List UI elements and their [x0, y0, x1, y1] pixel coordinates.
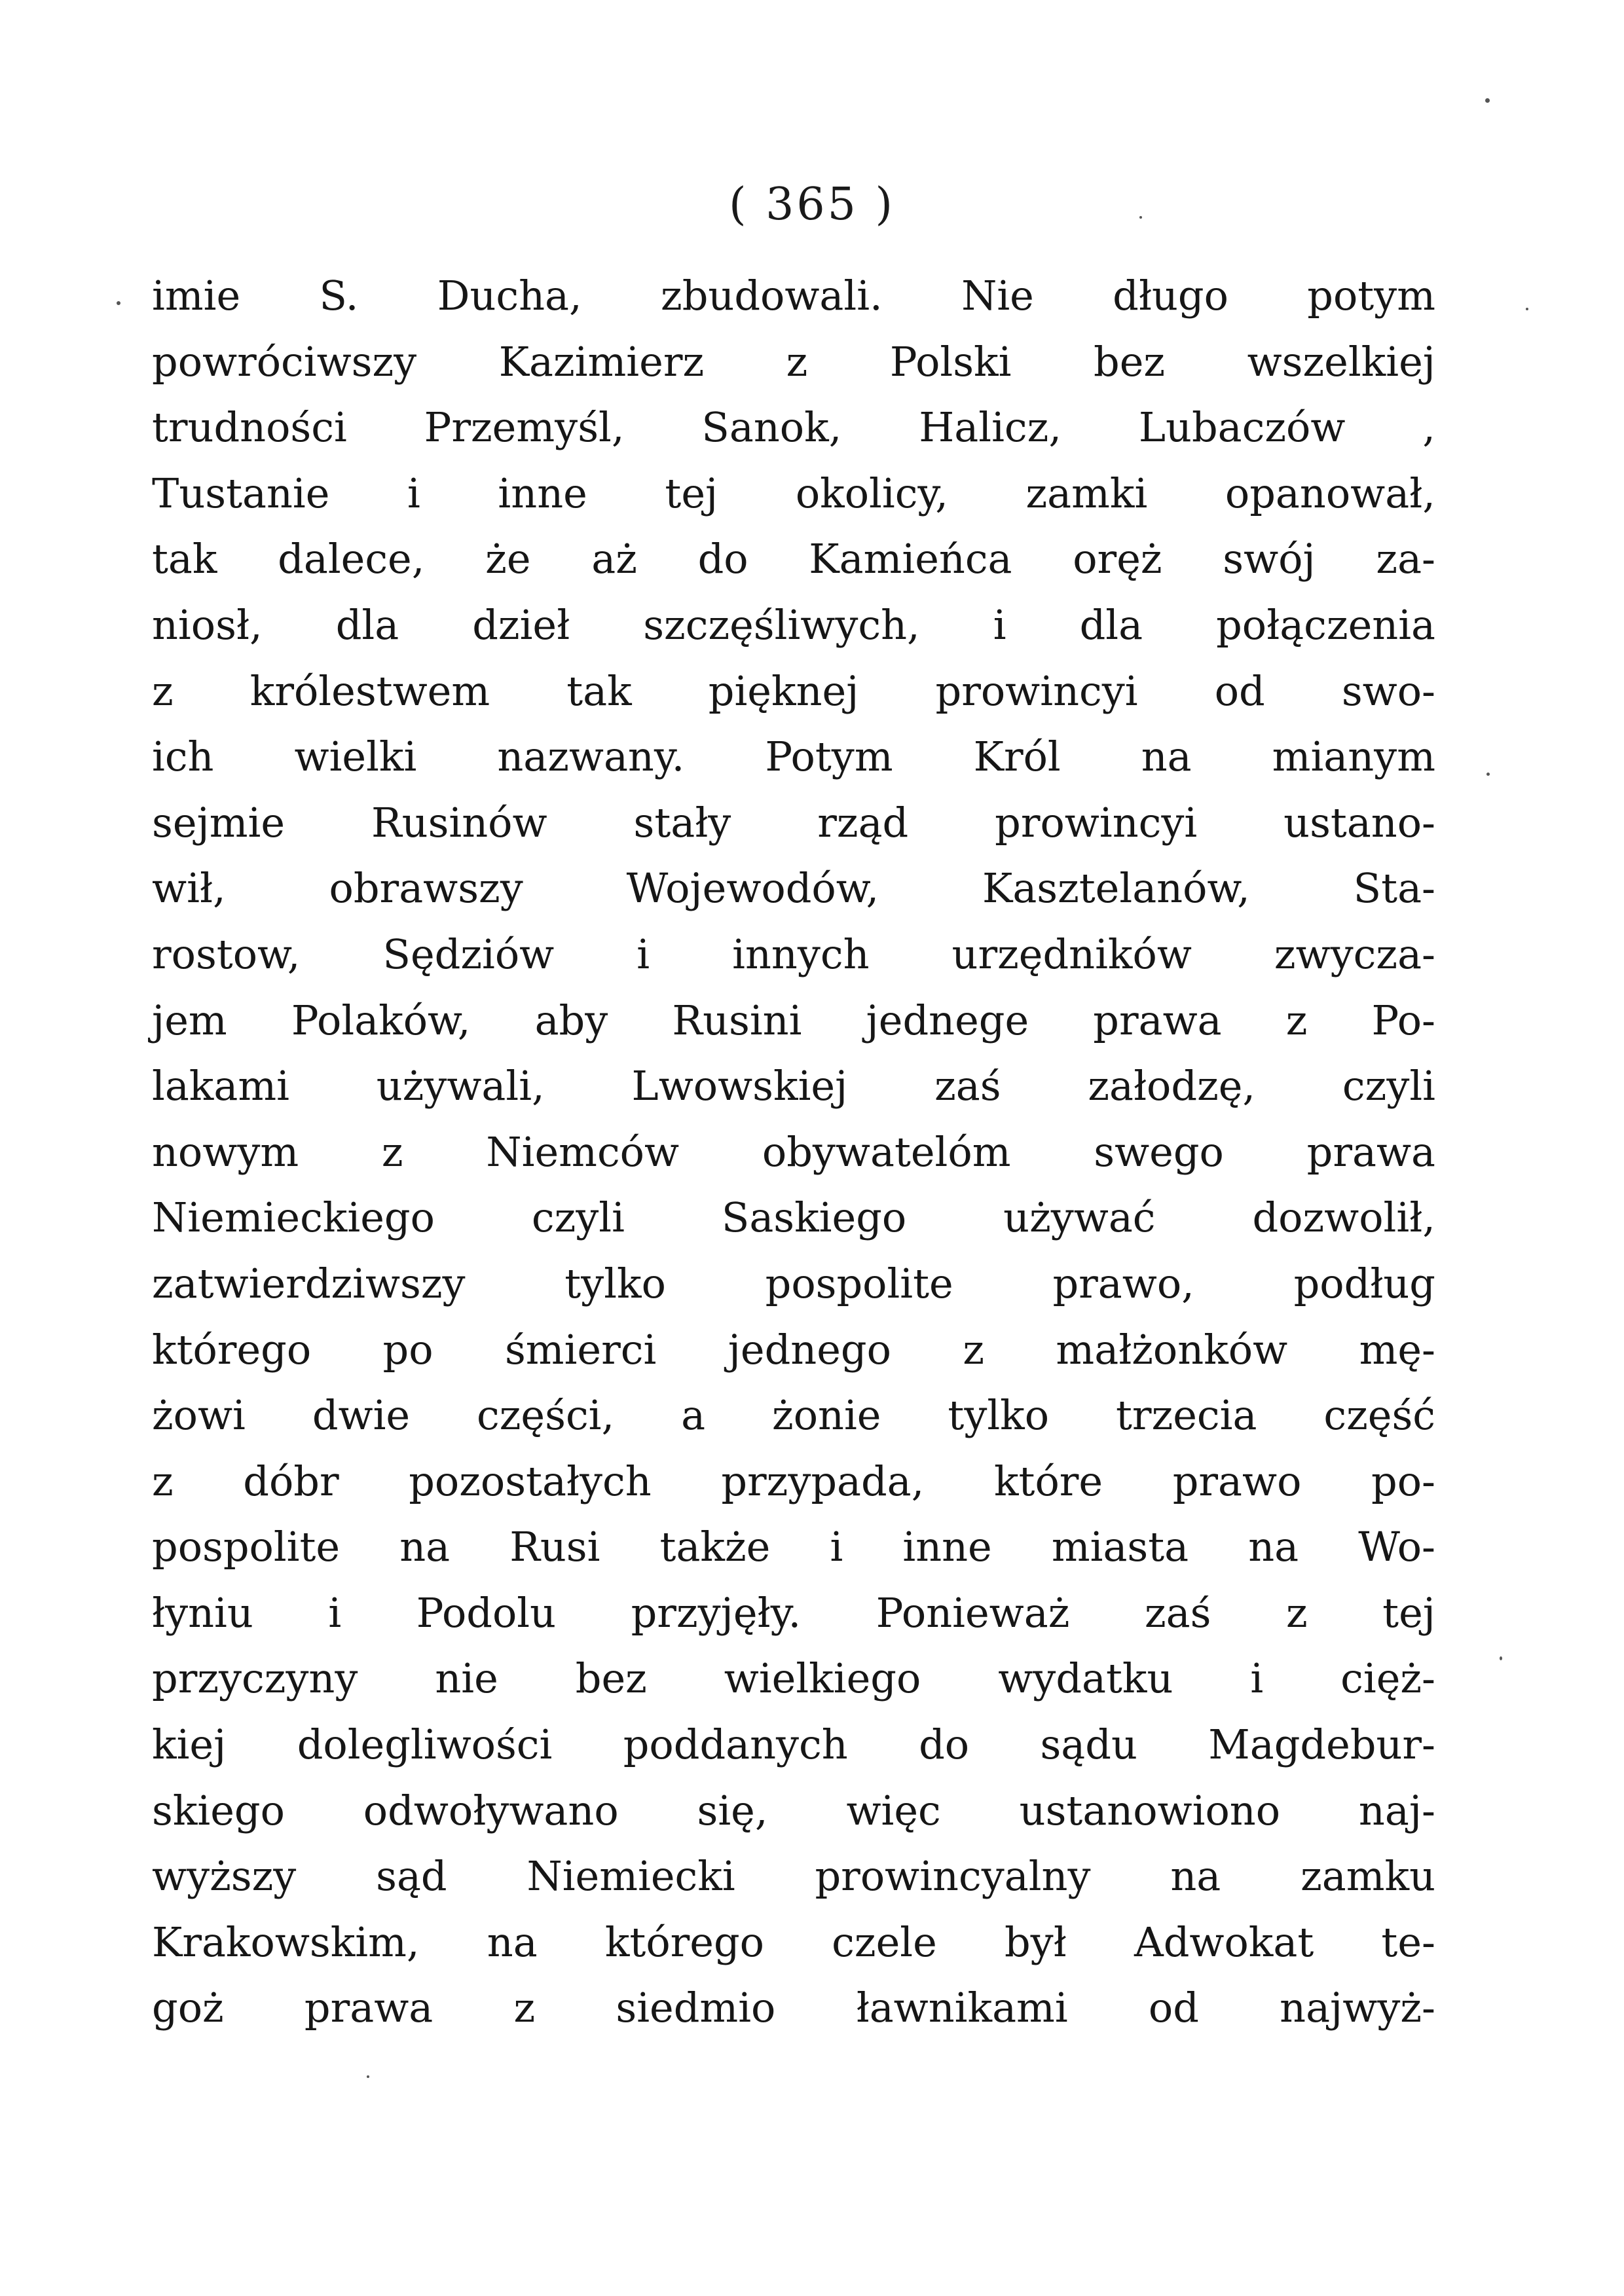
text-line: z królestwem tak pięknej prowincyi od swo-	[152, 666, 1435, 715]
text-line: Tustanie i inne tej okolicy, zamki opanował,	[152, 469, 1435, 517]
text-line: rostow, Sędziów i innych urzędników zwycza-	[152, 930, 1435, 978]
scan-speck	[117, 301, 120, 305]
text-line: nowym z Niemców obywatelóm swego prawa	[152, 1127, 1435, 1176]
scan-speck	[367, 2075, 369, 2078]
scan-speck	[1526, 308, 1528, 310]
text-line: przyczyny nie bez wielkiego wydatku i cięż-	[152, 1654, 1435, 1703]
text-line: tak dalece, że aż do Kamieńca oręż swój za-	[152, 535, 1435, 583]
text-line: wił, obrawszy Wojewodów, Kasztelanów, Sta-	[152, 864, 1435, 913]
text-line: ich wielki nazwany. Potym Król na mianym	[152, 733, 1435, 781]
text-line: skiego odwoływano się, więc ustanowiono naj-	[152, 1786, 1435, 1834]
text-line: żowi dwie części, a żonie tylko trzecia część	[152, 1391, 1435, 1440]
text-line: powróciwszy Kazimierz z Polski bez wszelkiej	[152, 337, 1435, 386]
text-line: kiej dolegliwości poddanych do sądu Magdebur-	[152, 1721, 1435, 1769]
text-line: pospolite na Rusi także i inne miasta na Wo-	[152, 1523, 1435, 1571]
scan-speck	[1500, 1656, 1502, 1660]
page-number: ( 365 )	[728, 179, 896, 230]
text-line: z dóbr pozostałych przypada, które prawo po-	[152, 1457, 1435, 1505]
text-line: trudności Przemyśl, Sanok, Halicz, Lubaczów ,	[152, 403, 1435, 452]
text-line: Krakowskim, na którego czele był Adwokat te-	[152, 1918, 1435, 1966]
scan-speck	[1486, 773, 1490, 776]
text-line: zatwierdziwszy tylko pospolite prawo, podług	[152, 1259, 1435, 1307]
text-line: Niemieckiego czyli Saskiego używać dozwolił,	[152, 1194, 1435, 1242]
text-line: niosł, dla dzieł szczęśliwych, i dla połączenia	[152, 600, 1435, 649]
body-text	[152, 263, 1435, 2041]
text-line: łyniu i Podolu przyjęły. Ponieważ zaś z tej	[152, 1588, 1435, 1637]
text-line: sejmie Rusinów stały rząd prowincyi ustano-	[152, 798, 1435, 847]
scan-speck	[1139, 216, 1142, 219]
text-line: goż prawa z siedmio ławnikami od najwyż-	[152, 1984, 1435, 2032]
text-line: imie S. Ducha, zbudowali. Nie długo potym	[152, 272, 1435, 319]
text-line: lakami używali, Lwowskiej zaś załodzę, czyli	[152, 1062, 1435, 1110]
text-line: którego po śmierci jednego z małżonków mę-	[152, 1325, 1435, 1374]
scan-speck	[1485, 98, 1490, 103]
text-line: jem Polaków, aby Rusini jednege prawa z Po-	[152, 996, 1435, 1044]
text-line: wyższy sąd Niemiecki prowincyalny na zamku	[152, 1852, 1435, 1901]
